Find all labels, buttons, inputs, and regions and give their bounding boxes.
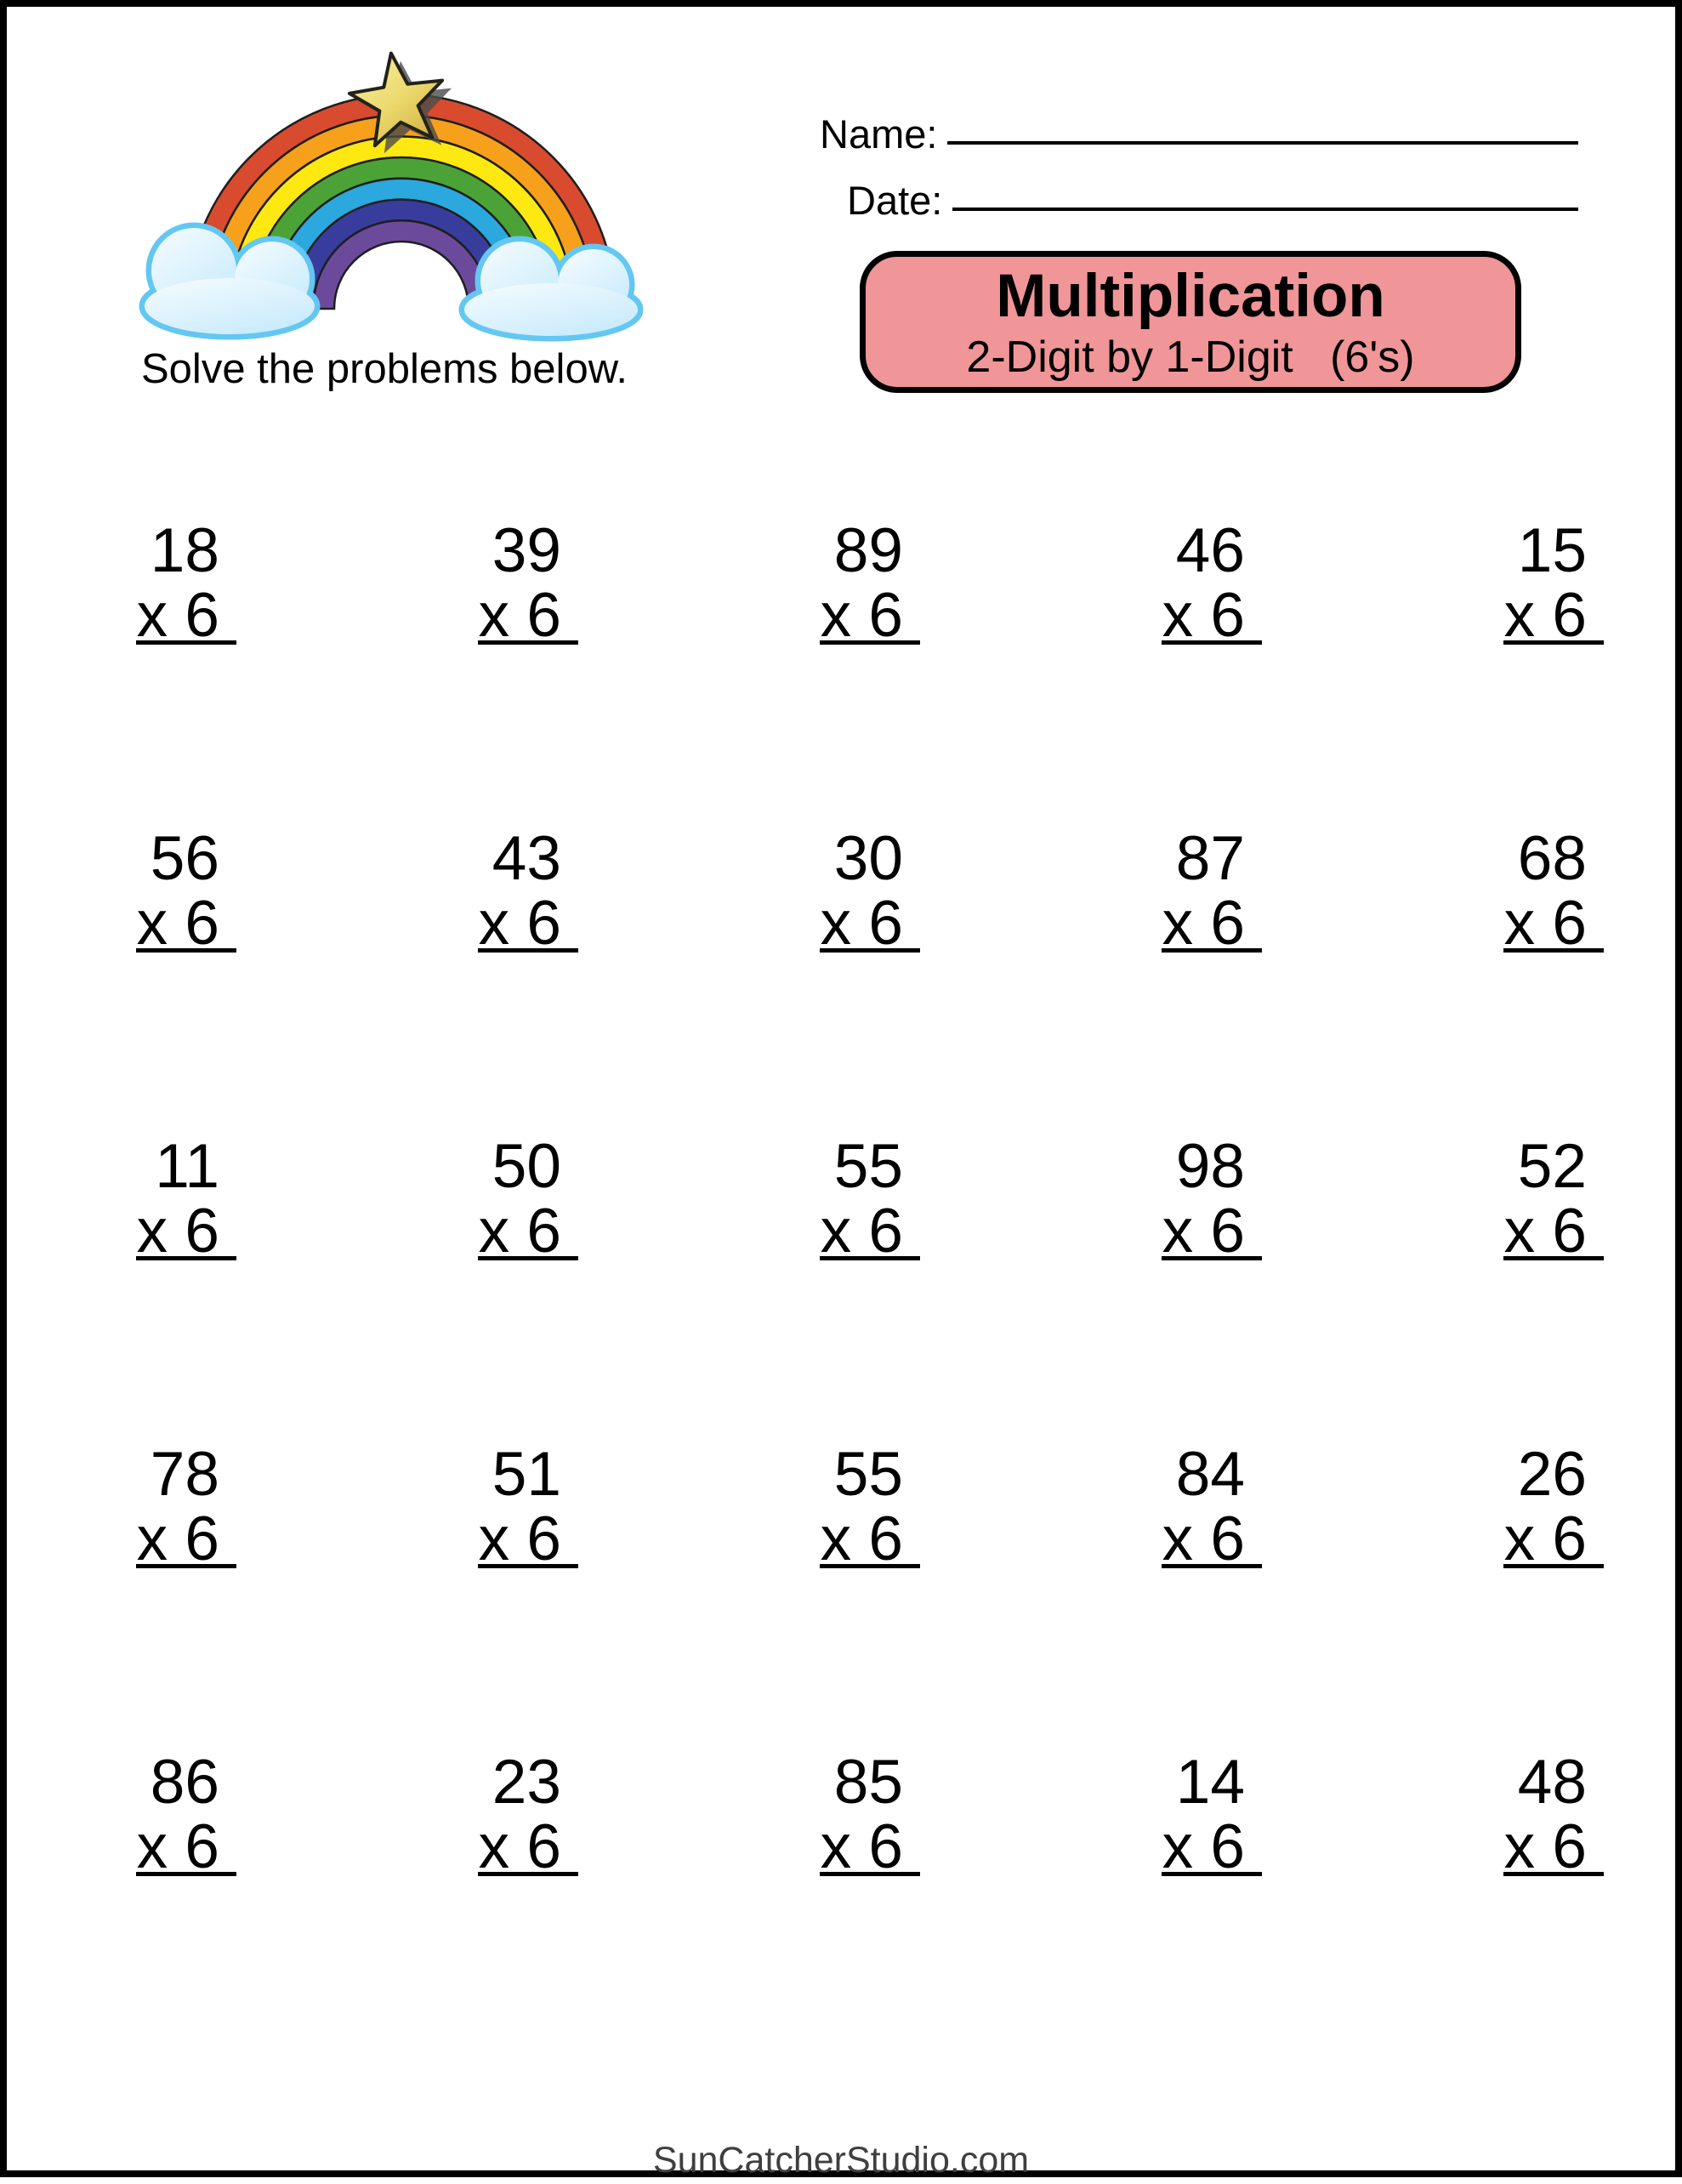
problem-14[interactable]: [920, 1132, 1262, 1265]
problem-21[interactable]: [0, 1748, 236, 1881]
problem-19[interactable]: [920, 1440, 1262, 1573]
multiplier-line: x 6: [1162, 1812, 1245, 1881]
multiplier-line: x 6: [478, 889, 561, 958]
problem-9[interactable]: [920, 824, 1262, 958]
multiplier-line: x 6: [1162, 1197, 1245, 1265]
multiplier-line: x 6: [136, 581, 219, 650]
multiplicand: 30: [833, 824, 903, 893]
multiplier-line: x 6: [1162, 1504, 1245, 1573]
problem-row-5: [7, 1750, 1682, 1899]
problem-13[interactable]: [578, 1132, 920, 1265]
footer-url: SunCatcherStudio.com: [652, 2140, 1030, 2181]
problem-8[interactable]: [578, 824, 920, 958]
multiplier-line: x 6: [136, 1197, 219, 1265]
multiplicand: 56: [150, 824, 219, 893]
name-label: Name:: [820, 111, 938, 156]
multiplier-line: x 6: [820, 581, 903, 650]
problem-3[interactable]: [578, 516, 920, 650]
multiplicand: 78: [150, 1440, 219, 1509]
multiplier-line: x 6: [1162, 581, 1245, 650]
problem-17[interactable]: [236, 1440, 578, 1573]
instruction-text: Solve the problems below.: [141, 346, 628, 392]
multiplicand: 86: [150, 1748, 219, 1817]
multiplicand: 52: [1517, 1132, 1587, 1201]
multiplier-line: x 6: [478, 581, 561, 650]
problem-23[interactable]: [578, 1748, 920, 1881]
multiplier-line: x 6: [478, 1812, 561, 1881]
multiplicand: 89: [833, 516, 903, 585]
date-label: Date:: [847, 178, 943, 223]
multiplicand: 68: [1517, 824, 1587, 893]
multiplicand: 15: [1517, 516, 1587, 585]
multiplicand: 46: [1175, 516, 1245, 585]
multiplicand: 14: [1175, 1748, 1245, 1817]
problem-row-3: [7, 1132, 1682, 1283]
multiplicand: 55: [833, 1132, 903, 1201]
multiplicand: 39: [492, 516, 561, 585]
problem-25[interactable]: [1262, 1748, 1604, 1881]
multiplier-line: x 6: [820, 1197, 903, 1265]
multiplicand: 50: [492, 1132, 561, 1201]
multiplicand: 18: [150, 516, 219, 585]
multiplicand: 23: [492, 1748, 561, 1817]
multiplicand: 85: [833, 1748, 903, 1817]
problem-12[interactable]: [236, 1132, 578, 1265]
problem-11[interactable]: [0, 1132, 236, 1265]
multiplicand: 84: [1175, 1440, 1245, 1509]
multiplicand: 48: [1517, 1748, 1587, 1817]
multiplier-line: x 6: [820, 1504, 903, 1573]
multiplier-line: x 6: [820, 889, 903, 958]
multiplier-line: x 6: [1503, 1812, 1587, 1881]
problem-row-2: [7, 824, 1682, 975]
problem-4[interactable]: [920, 516, 1262, 650]
multiplicand: 87: [1175, 824, 1245, 893]
multiplicand: 26: [1517, 1440, 1587, 1509]
problem-6[interactable]: [0, 824, 236, 958]
problem-1[interactable]: [0, 516, 236, 650]
multiplier-line: x 6: [136, 1504, 219, 1573]
problem-18[interactable]: [578, 1440, 920, 1573]
multiplier-line: x 6: [478, 1197, 561, 1265]
multiplicand: 43: [492, 824, 561, 893]
problem-7[interactable]: [236, 824, 578, 958]
multiplier-line: x 6: [478, 1504, 561, 1573]
problem-row-4: [7, 1442, 1682, 1591]
multiplicand: 51: [492, 1440, 561, 1509]
problem-2[interactable]: [236, 516, 578, 650]
multiplicand: 55: [833, 1440, 903, 1509]
problem-5[interactable]: [1262, 516, 1604, 650]
problems-grid: [7, 7, 1682, 2184]
worksheet-title: Multiplication: [996, 263, 1385, 330]
multiplier-line: x 6: [1503, 1197, 1587, 1265]
problem-20[interactable]: [1262, 1440, 1604, 1573]
multiplier-line: x 6: [1503, 581, 1587, 650]
worksheet-subtitle: 2-Digit by 1-Digit (6's): [966, 333, 1415, 382]
multiplier-line: x 6: [136, 1812, 219, 1881]
multiplicand: 11: [155, 1132, 219, 1201]
multiplicand: 98: [1175, 1132, 1245, 1201]
multiplier-line: x 6: [1162, 889, 1245, 958]
problem-16[interactable]: [0, 1440, 236, 1573]
problem-15[interactable]: [1262, 1132, 1604, 1265]
multiplier-line: x 6: [1503, 889, 1587, 958]
problem-22[interactable]: [236, 1748, 578, 1881]
multiplier-line: x 6: [820, 1812, 903, 1881]
multiplier-line: x 6: [1503, 1504, 1587, 1573]
problem-24[interactable]: [920, 1748, 1262, 1881]
problem-row-1: [7, 516, 1682, 668]
problem-10[interactable]: [1262, 824, 1604, 958]
multiplier-line: x 6: [136, 889, 219, 958]
